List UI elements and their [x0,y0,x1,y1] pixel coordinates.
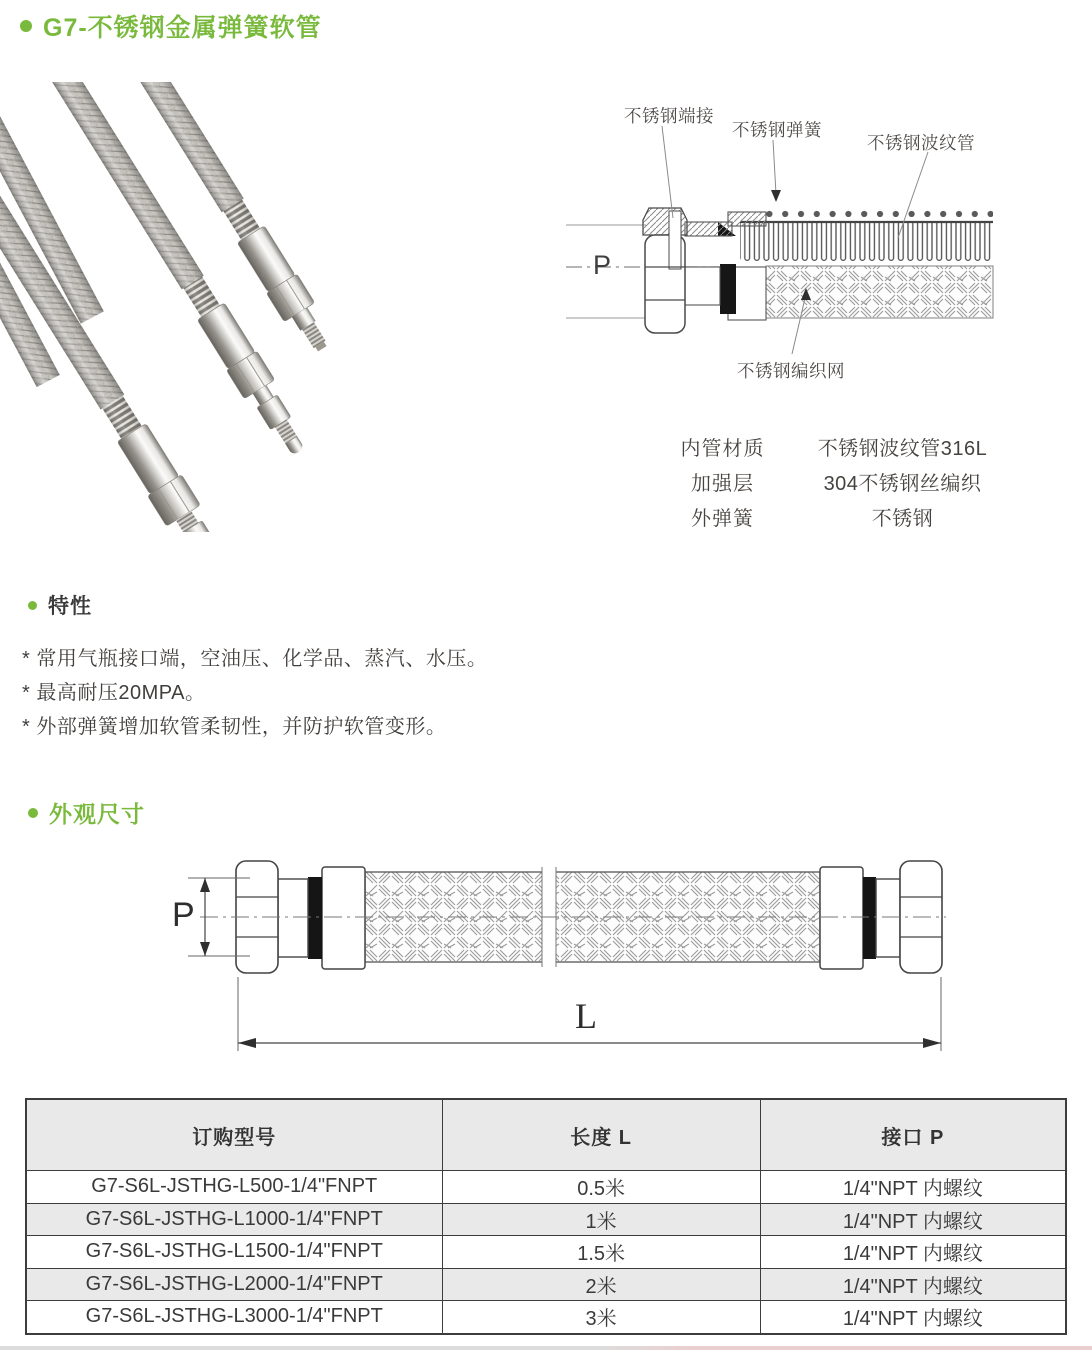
dimensions-heading-row [28,796,145,829]
label-p: P [593,250,612,280]
dim-label-p: P [172,896,195,934]
port-cell: 1/4"NPT 内螺纹 [760,1268,1066,1301]
table-row [26,1203,1066,1236]
feature-item: * 常用气瓶接口端，空油压、化学品、蒸汽、水压。 [22,648,488,670]
collar [728,212,766,226]
spec-value: 不锈钢 [871,508,934,530]
length-cell: 1米 [442,1203,760,1236]
spec-row [655,429,1015,464]
features-heading-row [28,590,92,620]
bullet-icon [20,20,32,32]
spec-row [655,499,1015,534]
page-bottom-strip [0,1346,1092,1350]
bullet-icon [28,808,38,818]
order-table [25,1098,1067,1335]
col-header-port: 接口 P [760,1099,1066,1171]
table-row [26,1268,1066,1301]
dim-label-l: L [575,996,597,1036]
spring-layer [766,209,993,217]
port-cell: 1/4"NPT 内螺纹 [760,1203,1066,1236]
model-cell: G7-S6L-JSTHG-L500-1/4"FNPT [26,1171,442,1204]
braid-layer [766,266,993,318]
hex-nut [643,208,687,333]
model-cell: G7-S6L-JSTHG-L1500-1/4"FNPT [26,1236,442,1269]
label-end-fitting: 不锈钢端接 [624,106,714,126]
port-cell: 1/4"NPT 内螺纹 [760,1236,1066,1269]
product-photo [0,82,395,532]
model-cell: G7-S6L-JSTHG-L2000-1/4"FNPT [26,1268,442,1301]
col-header-length: 长度 L [442,1099,760,1171]
spec-label: 内管材质 [680,438,765,460]
spec-value: 不锈钢波纹管316L [817,438,988,460]
page-title-row [20,8,322,44]
port-cell: 1/4"NPT 内螺纹 [760,1171,1066,1204]
label-spring: 不锈钢弹簧 [732,120,822,140]
spec-label: 外弹簧 [691,508,754,530]
features-list [22,642,622,744]
label-corrugated-tube: 不锈钢波纹管 [867,133,975,153]
label-braid-net: 不锈钢编织网 [737,361,845,381]
col-header-model: 订购型号 [26,1099,442,1171]
table-row [26,1301,1066,1334]
length-cell: 3米 [442,1301,760,1334]
model-cell: G7-S6L-JSTHG-L1000-1/4"FNPT [26,1203,442,1236]
length-cell: 2米 [442,1268,760,1301]
material-specs [655,429,1015,534]
spec-row [655,464,1015,499]
table-header-row [26,1099,1066,1171]
length-cell: 1.5米 [442,1236,760,1269]
port-cell: 1/4"NPT 内螺纹 [760,1301,1066,1334]
feature-item: * 最高耐压20MPA。 [22,682,206,704]
construction-diagram-drawing [560,90,1092,390]
spec-label: 加强层 [691,473,754,495]
spec-value: 304不锈钢丝编织 [823,473,982,495]
feature-item: * 外部弹簧增加软管柔韧性，并防护软管变形。 [22,716,447,738]
model-cell: G7-S6L-JSTHG-L3000-1/4"FNPT [26,1301,442,1334]
fitting-neck [685,222,732,236]
features-heading: 特性 [48,595,92,618]
table-row [26,1171,1066,1204]
table-row [26,1236,1066,1269]
dimension-drawing-svg [170,845,950,1065]
construction-diagram [560,90,1092,390]
dimension-drawing [170,845,950,1065]
corrugated-layer [740,222,993,266]
bullet-icon [28,601,37,610]
length-cell: 0.5米 [442,1171,760,1204]
dimensions-heading: 外观尺寸 [49,801,145,827]
page-title: G7-不锈钢金属弹簧软管 [43,14,322,42]
